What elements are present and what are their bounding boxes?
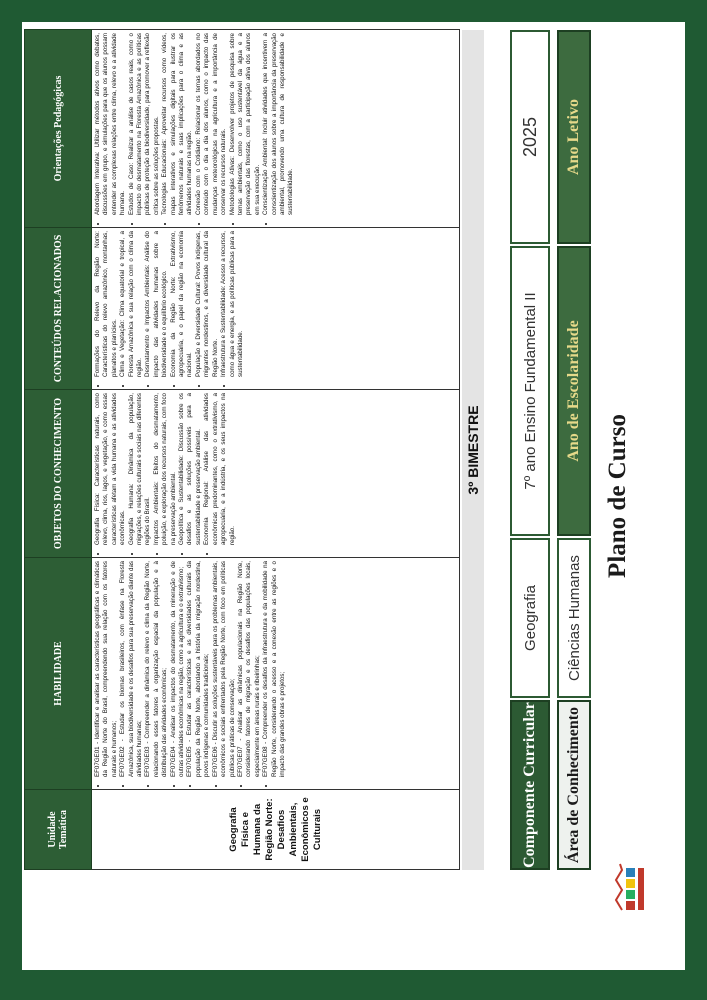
conteudo-item: • Formações do Relevo da Região Norte: Características do relevo amazônico, montanhas, planaltos e planícies. xyxy=(94,231,119,377)
orientacao-item: • Metodologias Ativas: Desenvolver projetos de pesquisa sobre temas ambientais, como o uso sustentável da água e a preservação das florestas, com a participação ativa dos alunos em sua execução. xyxy=(229,33,263,215)
ano-escolaridade-value: 7º ano Ensino Fundamental II xyxy=(510,246,550,536)
objeto-item: • Geopolítica e Sustentabilidade: Discussão sobre os desafios e as soluções possíveis para a sustentabilidade e preservação ambiental. xyxy=(178,393,203,545)
rotated-page xyxy=(22,22,685,970)
conteudos-header: CONTEÚDOS RELACIONADOS xyxy=(25,228,92,390)
area-value: Ciências Humanas xyxy=(557,538,591,698)
conteudo-item: • Desmatamento e Impactos Ambientais: Análise do impacto das atividades humanas sobre a biodiversidade e o equilíbrio ecológico. xyxy=(144,231,169,377)
orientacao-item: • Tecnologias Educacionais: Aproveitar recursos como vídeos, mapas interativos e simulações digitais para ilustrar os fenômenos naturais e suas implicações para o clima e as atividades humanas na região. xyxy=(161,33,195,215)
habilidade-item: • EF07GE08 - Compreender os desafios da infraestrutura e da mobilidade na Região Norte, considerando o acesso e a conexão entre as regiões e o impacto das grandes obras e projetos; xyxy=(262,561,287,777)
componente-label: Componente Curricular xyxy=(510,700,550,870)
table-row xyxy=(92,30,460,870)
conteudo-item: • Clima e Vegetação: Clima equatorial e tropical, a Floresta Amazônica e sua relação com o clima da região. xyxy=(119,231,144,377)
orientacao-item: • Conexão com o Cotidiano: Relacionar os temas abordados no conteúdo com o dia a dia dos alunos, como o impacto das mudanças meteorológicas na agricultura e a importância de conservar os recursos naturais. xyxy=(195,33,229,215)
habilidade-item: • EF07GE06 - Discutir as soluções sustentáveis para os problemas ambientais, econômicos e sociais enfrentados pela Região Norte, com foco em políticas públicas e práticas de conservação; xyxy=(212,561,237,777)
habilidade-header: HABILIDADE xyxy=(25,558,92,790)
objeto-cell xyxy=(92,390,460,558)
unidade-tematica-cell: Geografia Física e Humana da Região Norte: Desafios Ambientais, Econômicos e Culturais xyxy=(92,790,460,870)
page-title: Plano de Curso xyxy=(604,414,631,578)
objeto-item: • Geografia Humana: Dinâmica da população, migrações, e relações culturais e sociais nas diferentes regiões do Brasil. xyxy=(128,393,153,545)
objeto-item: • Impactos Ambientais: Efeitos do desmatamento, poluição, e exploração dos recursos naturais, com foco na preservação ambiental. xyxy=(153,393,178,545)
table-header-row xyxy=(25,30,92,870)
curriculum-table xyxy=(24,29,460,870)
orientacao-cell xyxy=(92,30,460,228)
area-label: Área de Conhecimento xyxy=(557,700,591,870)
habilidade-list xyxy=(94,561,287,786)
habilidade-item: • EF07GE01 - Identificar e analisar as características geográficas e climáticas da Região Norte do Brasil, compreendendo sua relação com os fatores naturais e humanos; xyxy=(94,561,119,777)
orientacao-item: • Abordagem Interativa: Utilizar métodos ativos como debates, discussões em grupo, e simulações para que os alunos possam entender as complexas relações entre clima, relevo e a atividade humana. xyxy=(94,33,128,215)
objeto-item: • Economia Regional: Análise das atividades econômicas predominantes, como o extrativismo, a agropecuária, e a indústria, e os seus impactos na região. xyxy=(203,393,237,545)
objetos-header: OBJETOS DO CONHECIMENTO xyxy=(25,390,92,558)
ano-letivo-value: 2025 xyxy=(510,30,550,244)
habilidade-item: • EF07GE05 - Estudar as características e as diversidades culturais da população da Região Norte, abordando a história da migração nordestina, povos indígenas e comunidades tradicionais; xyxy=(186,561,211,777)
conteudo-cell xyxy=(92,228,460,390)
conteudo-list xyxy=(94,231,245,386)
orientacao-item: • Estudos de Caso: Realizar a análise de casos reais, como o impacto do desmatamento na Floresta Amazônica e as políticas públicas de proteção da biodiversidade, para promover a reflexão crítica sobre as soluções propostas. xyxy=(128,33,162,215)
conteudo-item: • Economia da Região Norte: Extrativismo, agropecuária, e o papel da região na economia nacional. xyxy=(170,231,195,377)
document-sheet xyxy=(22,22,685,970)
bimestre-banner: 3º BIMESTRE xyxy=(462,30,484,870)
habilidade-item: • EF07GE03 - Compreender a dinâmica do relevo e clima da Região Norte, relacionando esses fatores à organização espacial da população e à distribuição das atividades econômicas; xyxy=(144,561,169,777)
habilidade-item: • EF07GE04 - Analisar os impactos do desmatamento, da mineração e de outras atividades econômicas na região, como a agricultura e o extrativismo; xyxy=(170,561,187,777)
orientacoes-header: Orientações Pedagógicas xyxy=(25,30,92,228)
habilidade-item: • EF07GE07 - Analisar as dinâmicas populacionais na Região Norte, considerando fatores de migração e os desafios das populações locais, especialmente em áreas rurais e ribeirinhas; xyxy=(237,561,262,777)
orientacao-list xyxy=(94,33,296,224)
componente-value: Geografia xyxy=(510,538,550,698)
conteudo-item: • Infraestrutura e Sustentabilidade: Acesso a recursos, como água e energia, e as políticas públicas para a sustentabilidade. xyxy=(220,231,245,377)
habilidade-item: • EF07GE02 - Estudar os biomas brasileiros, com ênfase na Floresta Amazônica, sua biodiversidade e os desafios para sua preservação diante das atividades humanas; xyxy=(119,561,144,777)
objeto-item: • Geografia Física: Características naturais, como relevo, clima, rios, lagos, e vegetação, e como essas características afetam a vida humana e as atividades econômicas. xyxy=(94,393,128,545)
orientacao-item: • Conscientização Ambiental: Incluir atividades que incentivem a conscientização dos alunos sobre a importância da preservação ambiental, promovendo uma cultura de responsabilidade e sustentabilidade. xyxy=(262,33,296,215)
conteudo-item: • População e Diversidade Cultural: Povos indígenas, migrantes nordestinos, e a diversidade cultural da Região Norte. xyxy=(195,231,220,377)
ano-letivo-label: Ano Letivo xyxy=(557,30,591,244)
ano-escolaridade-label: Ano de Escolaridade xyxy=(557,246,591,536)
unidade-header: Unidade Temática xyxy=(25,790,92,870)
objeto-list xyxy=(94,393,237,554)
habilidade-cell xyxy=(92,558,460,790)
